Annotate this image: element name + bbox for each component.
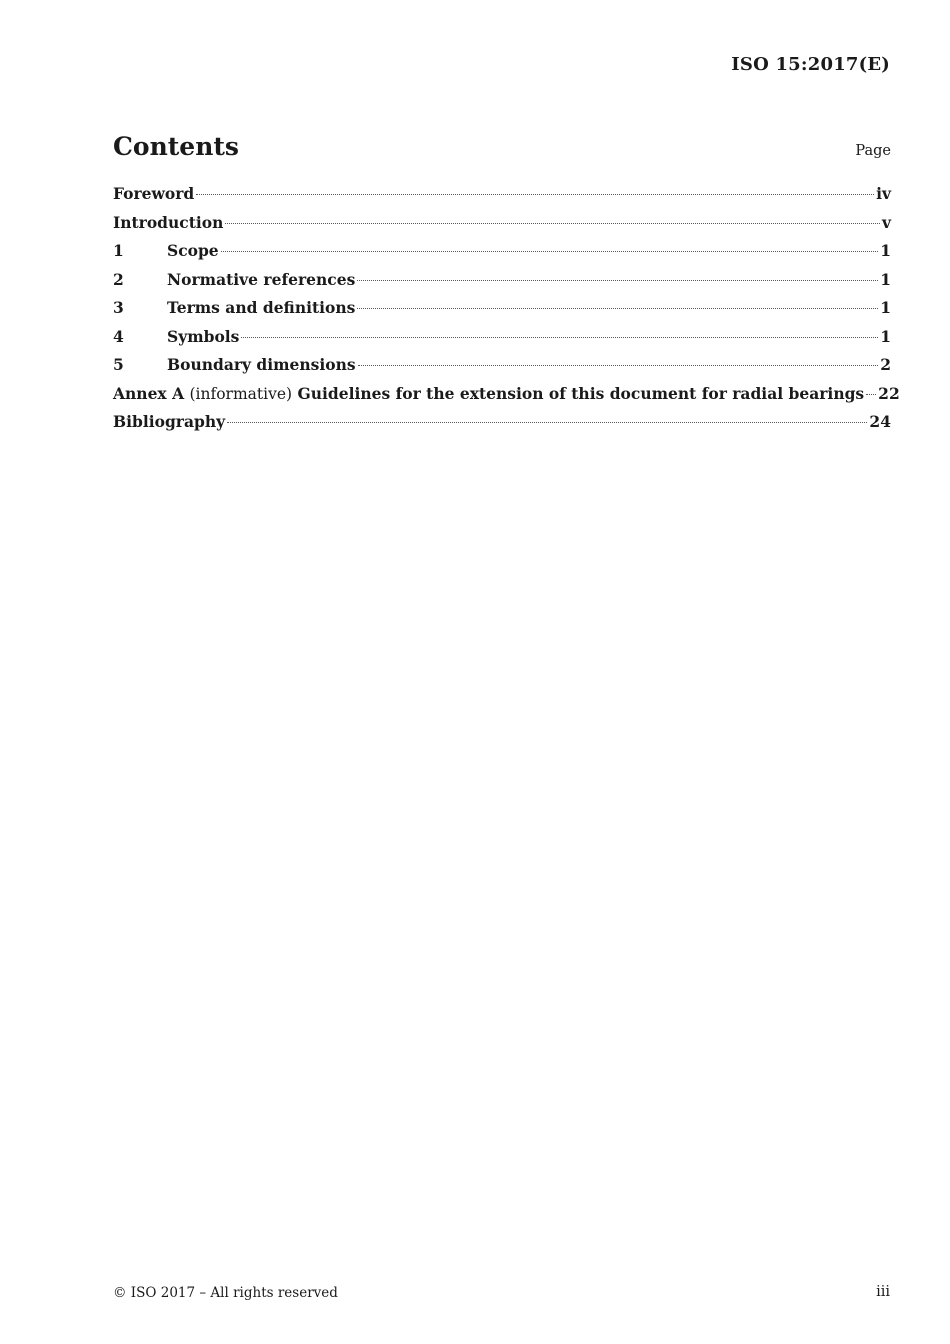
toc-entry-normative-references[interactable]: [113, 270, 891, 299]
toc-entry-bibliography[interactable]: [113, 412, 891, 441]
toc-entry-page: 24: [869, 412, 891, 431]
toc-title: Contents: [113, 132, 240, 161]
toc-entry-label: Terms and definitions: [167, 298, 356, 317]
dot-leader: [358, 365, 879, 366]
toc-entry-label: Boundary dimensions: [167, 355, 356, 374]
toc-entry-page: 1: [880, 269, 891, 289]
annex-prefix: Annex A: [113, 383, 185, 403]
toc-entry-boundary-dimensions[interactable]: [113, 355, 891, 384]
dot-leader: [227, 422, 867, 423]
toc-entry-foreword[interactable]: [113, 184, 891, 213]
dot-leader: [196, 194, 874, 195]
toc-entry-label: Foreword: [113, 184, 195, 203]
document-id: ISO 15:2017(E): [731, 54, 890, 75]
table-of-contents: [113, 184, 900, 441]
toc-entry-number: 2: [113, 269, 124, 289]
toc-entry-label: Symbols: [167, 326, 240, 346]
toc-entry-label: Introduction: [113, 212, 224, 232]
dot-leader: [241, 337, 878, 338]
toc-entry-page: v: [881, 212, 891, 232]
toc-entry-page: 1: [880, 241, 891, 260]
toc-entry-label: Bibliography: [113, 412, 226, 431]
toc-entry-page: iv: [876, 184, 891, 203]
footer-page-number: iii: [876, 1284, 890, 1300]
toc-entry-terms-and-definitions[interactable]: [113, 298, 891, 327]
toc-entry-number: 5: [113, 355, 124, 374]
toc-entry-scope[interactable]: [113, 241, 891, 270]
toc-entry-annex-a[interactable]: [113, 383, 900, 413]
toc-entry-number: 4: [113, 326, 124, 346]
toc-header: [113, 132, 891, 161]
toc-entry-label: Scope: [167, 241, 219, 260]
toc-entry-number: 3: [113, 298, 124, 317]
toc-entry-label: [113, 384, 864, 403]
toc-entry-label: Normative references: [167, 269, 356, 289]
annex-title: Guidelines for the extension of this document for radial bearings: [297, 383, 865, 403]
toc-entry-number: 1: [113, 241, 124, 260]
toc-entry-page: 2: [880, 355, 891, 374]
toc-entry-page: 22: [878, 383, 900, 403]
dot-leader: [225, 223, 880, 224]
dot-leader: [357, 308, 878, 309]
toc-entry-symbols[interactable]: [113, 327, 891, 356]
toc-entry-introduction[interactable]: [113, 213, 891, 242]
dot-leader: [357, 280, 878, 281]
toc-entry-page: 1: [880, 298, 891, 317]
toc-page-column-label: Page: [855, 143, 891, 159]
toc-entry-page: 1: [880, 326, 891, 346]
dot-leader: [221, 251, 879, 252]
dot-leader: [866, 394, 876, 395]
annex-type: (informative): [189, 384, 293, 403]
footer-copyright: © ISO 2017 – All rights reserved: [113, 1285, 338, 1301]
